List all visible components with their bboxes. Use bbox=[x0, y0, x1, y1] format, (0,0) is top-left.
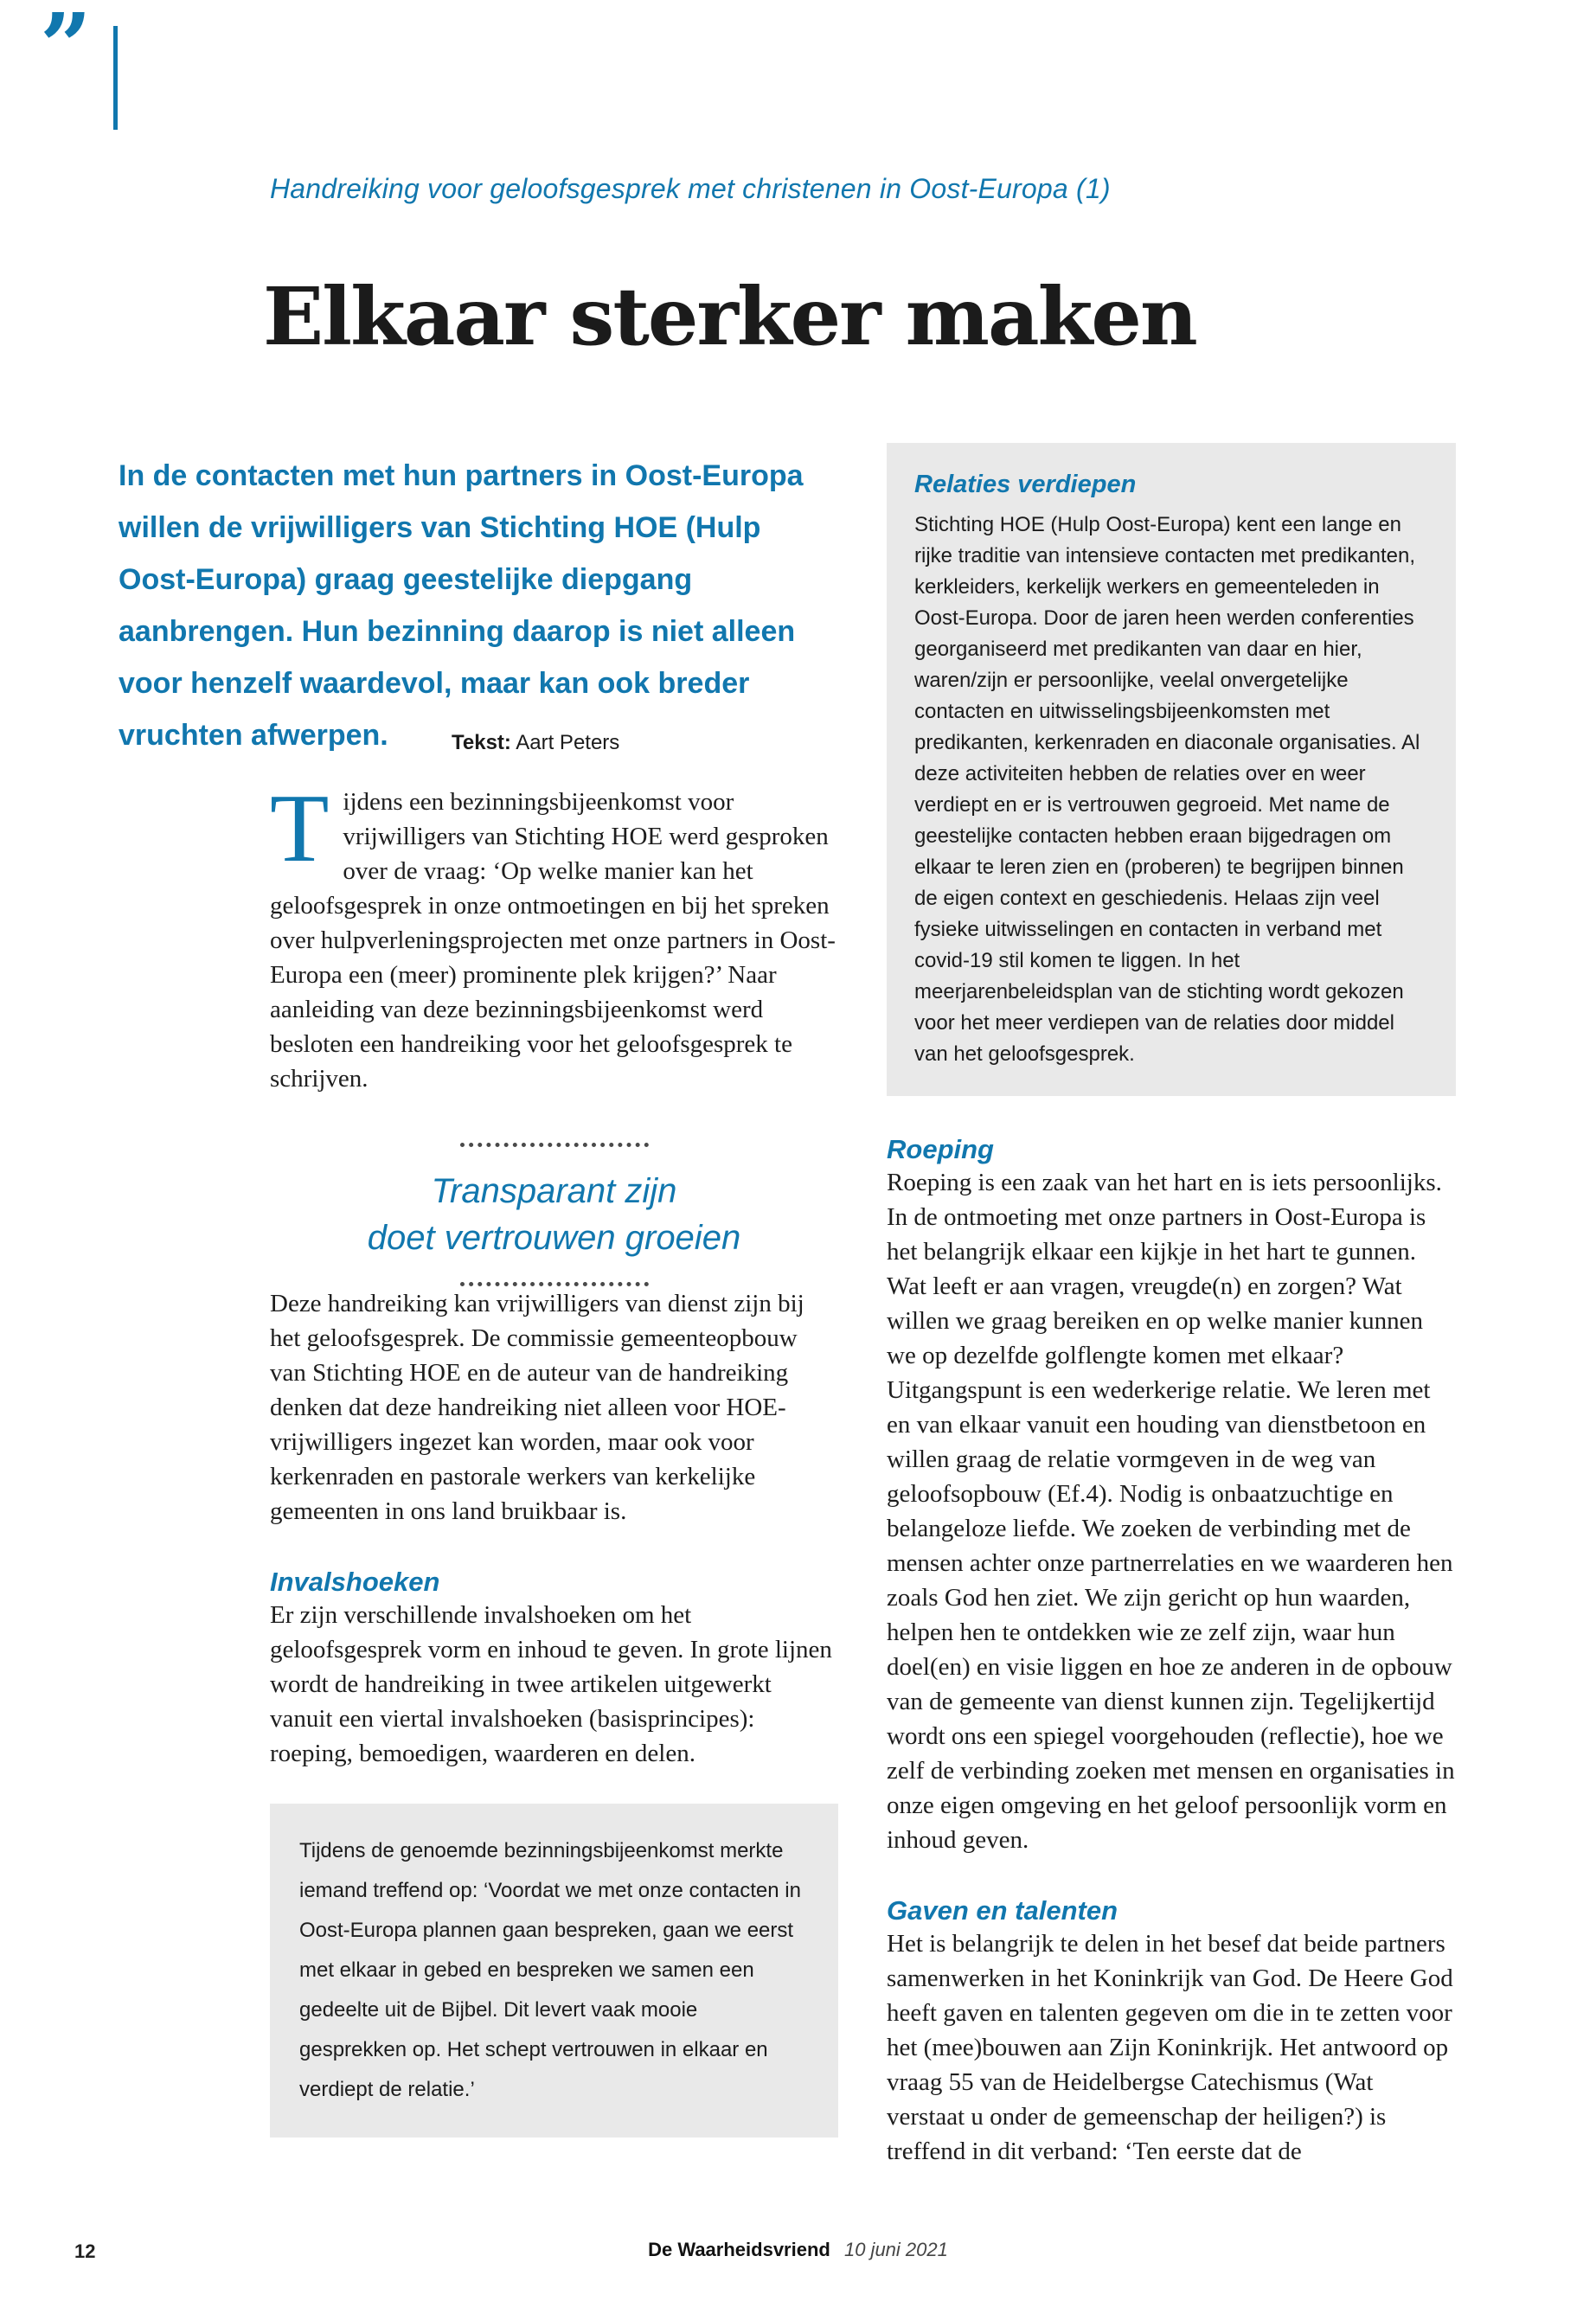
subhead-roeping: Roeping bbox=[887, 1134, 994, 1164]
byline bbox=[452, 731, 838, 755]
byline-label: Tekst: bbox=[452, 731, 511, 754]
pull-quote-text bbox=[270, 1168, 838, 1261]
dots-divider-top bbox=[460, 1143, 649, 1147]
relaties-box-text: Stichting HOE (Hulp Oost-Europa) kent een lange en rijke traditie van intensieve contacten met predikanten, kerkleiders, kerkelijk werkers en gemeenteleden in Oost-Europa. Door de jaren heen werden conferenties georganiseerd met predikanten van daar en hier, waren/zijn er persoonlijke, veelal onvergetelijke contacten en uitwisselingsbijeenkomsten met predikanten, kerkenraden en diaconale organisaties. Al deze activiteiten hebben de relaties over en weer verdiept en er is vertrouwen gegroeid. Met name de geestelijke contacten hebben eraan bijgedragen om elkaar te leren zien en (proberen) te begrijpen binnen de eigen context en geschiedenis. Helaas zijn veel fysieke uitwisselingen en contacten in verband met covid-19 stil komen te liggen. In het meerjarenbeleidsplan van de stichting wordt gekozen voor het meer verdiepen van de relaties door middel van het geloofsgesprek. bbox=[914, 513, 1420, 1066]
paragraph-text: ijdens een bezinningsbijeenkomst voor vrijwilligers van Stichting HOE werd gesproken over de vraag: ‘Op welke manier kan het geloofsgesprek in onze ontmoetingen en bij het spreken over hulpverleningsprojecten met onze partners in Oost-Europa een (meer) prominente plek krijgen?’ Naar aanleiding van deze bezinningsbijeenkomst werd besloten een handreiking voor het geloofsgesprek te schrijven. bbox=[270, 788, 836, 1093]
roeping-paragraph-1: Roeping is een zaak van het hart en is iets persoonlijks. In de ontmoeting met onze partners in Oost-Europa is het belangrijk elkaar een kijkje in het hart te gunnen. Wat leeft er aan vragen, vreugde(n) en zorgen? Wat willen we graag bereiken en op welke manier kunnen we op dezelfde golflengte komen met elkaar? bbox=[887, 1169, 1442, 1369]
article-paragraph-3: Er zijn verschillende invalshoeken om het geloofsgesprek vorm en inhoud te geven. In grote lijnen wordt de handreiking in twee artikelen uitgewerkt vanuit een viertal invalshoeken (basisprincipes): roeping, bemoedigen, waarderen en delen. bbox=[270, 1601, 832, 1767]
relaties-box bbox=[887, 443, 1456, 1096]
pull-quote bbox=[270, 1143, 838, 1286]
magazine-name: De Waarheidsvriend bbox=[648, 2239, 830, 2260]
issue-date: 10 juni 2021 bbox=[843, 2239, 948, 2260]
roeping-paragraph-2: Uitgangspunt is een wederkerige relatie. We leren met en van elkaar vanuit een houding van dienstbetoon en willen graag de relatie vormgeven in de weg van geloofsopbouw (Ef.4). Nodig is onbaatzuchtige en belangeloze liefde. We zoeken de verbinding met de mensen achter onze partnerrelaties en we waarderen hen zoals God hen ziet. We zijn gericht op hun waarden, helpen hen te ontdekken wie ze zelf zijn, waar hun doel(en) en visie liggen en hoe ze anderen in de opbouw van de gemeente van dienst kunnen zijn. Tegelijkertijd wordt ons een spiegel voorgehouden (reflectie), hoe we zelf de verbinding zoeken met mensen en organisaties in onze eigen omgeving en het geloof persoonlijk vorm en inhoud geven. bbox=[887, 1376, 1455, 1854]
quote-box-text: Tijdens de genoemde bezinningsbijeenkomst merkte iemand treffend op: ‘Voordat we met onze contacten in Oost-Europa plannen gaan bespreken, gaan we eerst met elkaar in gebed en bespreken we samen een gedeelte uit de Bijbel. Dit levert vaak mooie gesprekken op. Het schept vertrouwen in elkaar en verdiept de relatie.’ bbox=[299, 1839, 801, 2101]
article-paragraph-1 bbox=[270, 775, 838, 1096]
accent-rule bbox=[113, 26, 118, 130]
page-footer bbox=[0, 2239, 1596, 2268]
pull-quote-line-1: Transparant zijn bbox=[431, 1172, 677, 1210]
article-paragraph-2: Deze handreiking kan vrijwilligers van dienst zijn bij het geloofsgesprek. De commissie gemeenteopbouw van Stichting HOE en de auteur van de handreiking denken dat deze handreiking niet alleen voor HOE-vrijwilligers ingezet kan worden, maar ook voor kerkenraden en pastorale werkers van kerkelijke gemeenten in ons land bruikbaar is. bbox=[270, 1290, 804, 1525]
drop-cap: T bbox=[270, 775, 330, 882]
quote-mark-icon: ” bbox=[40, 0, 92, 99]
quote-box bbox=[270, 1804, 838, 2138]
gaven-paragraph: Het is belangrijk te delen in het besef dat beide partners samenwerken in het Koninkrijk van God. De Heere God heeft gaven en talenten gegeven om die in te zetten voor het (mee)bouwen aan Zijn Koninkrijk. Het antwoord op vraag 55 van de Heidelbergse Catechismus (Wat verstaat u onder de gemeenschap der heiligen?) is treffend in dit verband: ‘Ten eerste dat de bbox=[887, 1930, 1453, 2165]
pull-quote-line-2: doet vertrouwen groeien bbox=[367, 1219, 741, 1257]
byline-name: Aart Peters bbox=[516, 731, 620, 754]
intro-paragraph: In de contacten met hun partners in Oost-Europa willen de vrijwilligers van Stichting HOE (Hulp Oost-Europa) graag geestelijke diepgang aanbrengen. Hun bezinning daarop is niet alleen voor henzelf waardevol, maar kan ook breder vruchten afwerpen. bbox=[119, 459, 804, 752]
footer-center bbox=[0, 2239, 1596, 2261]
subhead-invalshoeken: Invalshoeken bbox=[270, 1567, 440, 1597]
relaties-box-heading: Relaties verdiepen bbox=[914, 471, 1137, 498]
article-kicker: Handreiking voor geloofsgesprek met christenen in Oost-Europa (1) bbox=[270, 173, 1111, 204]
subhead-gaven-en-talenten: Gaven en talenten bbox=[887, 1895, 1118, 1926]
right-column bbox=[887, 443, 1456, 2169]
page-number: 12 bbox=[74, 2240, 96, 2262]
page-title: Elkaar sterker maken bbox=[263, 270, 1196, 363]
left-column bbox=[270, 731, 838, 2138]
